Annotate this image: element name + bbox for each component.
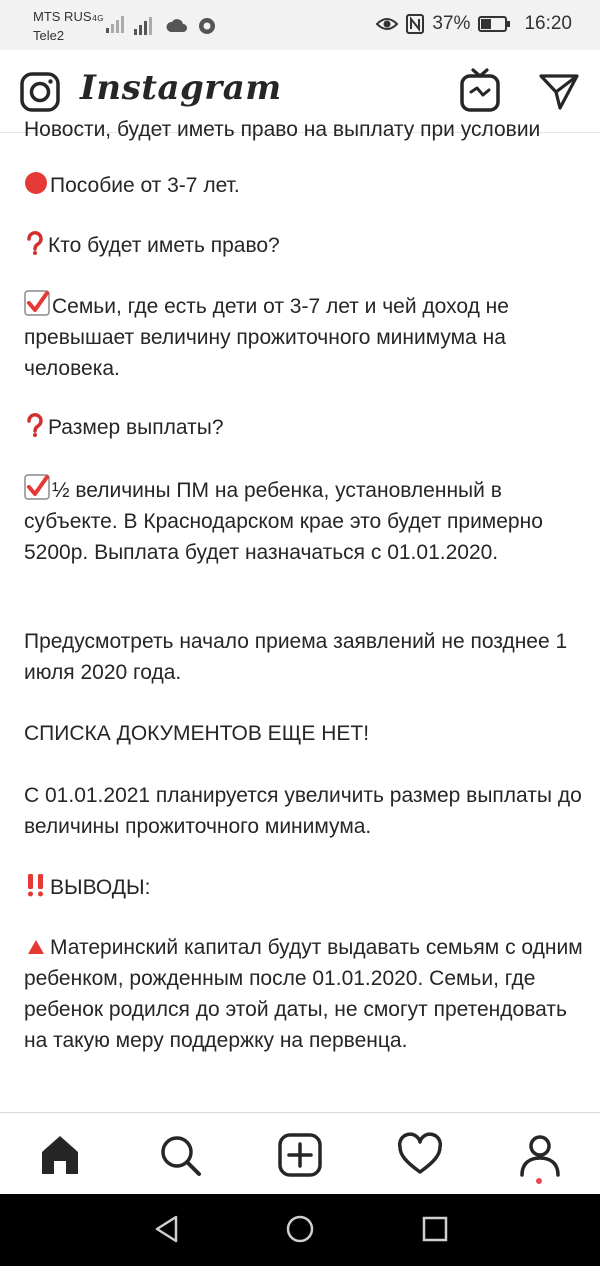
clock: 16:20 [524,13,572,34]
caption-line-no-documents: СПИСКА ДОКУМЕНТОВ ЕЩЕ НЕТ! [24,722,370,745]
recents-icon[interactable] [420,1214,450,1244]
camera-icon[interactable] [20,72,60,112]
profile-icon[interactable] [518,1133,562,1177]
caption-line-conclusions: ВЫВОДЫ: [24,872,584,903]
instagram-logo: Instagram [80,68,282,108]
caption-line-maternity-capital: Материнский капитал будут выдавать семьям с одним ребенком, рожденным после 01.01.2020. Семьи, где ребенок родился до этой даты, не смогут претендовать на такую меру поддержку на первенца. [24,936,583,1052]
network-type-label: 4G [92,14,104,23]
caption-line-increase: С 01.01.2021 планируется увеличить размер выплаты до величины прожиточного минимума. [24,784,582,838]
check-box-icon [24,290,50,316]
caption-line-question-amount: Размер выплаты? [24,412,584,443]
new-post-icon[interactable] [278,1133,322,1177]
caption-line-families: Семьи, где есть дети от 3-7 лет и чей доход не превышает величину прожиточного минимума на человека. [24,290,584,384]
status-bar [0,0,600,50]
status-right [376,13,572,35]
red-circle-icon [24,171,48,195]
home-icon[interactable] [38,1133,82,1177]
carrier-secondary: Tele2 [33,28,65,43]
carrier-info [33,9,92,44]
battery-percent: 37% [432,13,471,34]
caption-partial-line: Новости, будет иметь право на выплату при условии [24,118,541,141]
signal-icon [134,15,156,35]
caption-line-question-right: Кто будет иметь право? [24,230,584,261]
carrier-primary: MTS RUS [33,9,92,24]
caption-line-allowance: Пособие от 3-7 лет. [24,170,584,201]
search-icon[interactable] [158,1133,202,1177]
back-icon[interactable] [152,1214,182,1244]
system-navigation-bar [0,1194,600,1266]
red-triangle-icon [24,935,48,957]
heart-icon[interactable] [398,1133,442,1177]
nfc-icon [406,14,424,34]
battery-icon [478,16,510,32]
question-mark-icon [24,231,46,255]
caption-line-applications: Предусмотреть начало приема заявлений не позднее 1 июля 2020 года. [24,630,568,684]
check-box-icon [24,474,50,500]
cloud-icon [166,17,188,35]
profile-notification-dot [536,1178,542,1184]
signal-4g-icon [92,13,124,35]
direct-message-icon[interactable] [538,72,580,112]
post-caption [24,118,584,1112]
question-mark-icon [24,413,46,437]
bottom-navigation [0,1112,600,1195]
caption-line-amount: ½ величины ПМ на ребенка, установленный в субъекте. В Краснодарском крае это будет примерно 5200р. Выплата будет назначаться с 01.01.2020. [24,474,584,568]
igtv-icon[interactable] [460,68,500,112]
signal-group [92,13,216,35]
chrome-icon [198,17,216,35]
eye-icon [376,16,398,32]
home-circle-icon[interactable] [285,1214,315,1244]
double-exclamation-icon [24,873,48,897]
